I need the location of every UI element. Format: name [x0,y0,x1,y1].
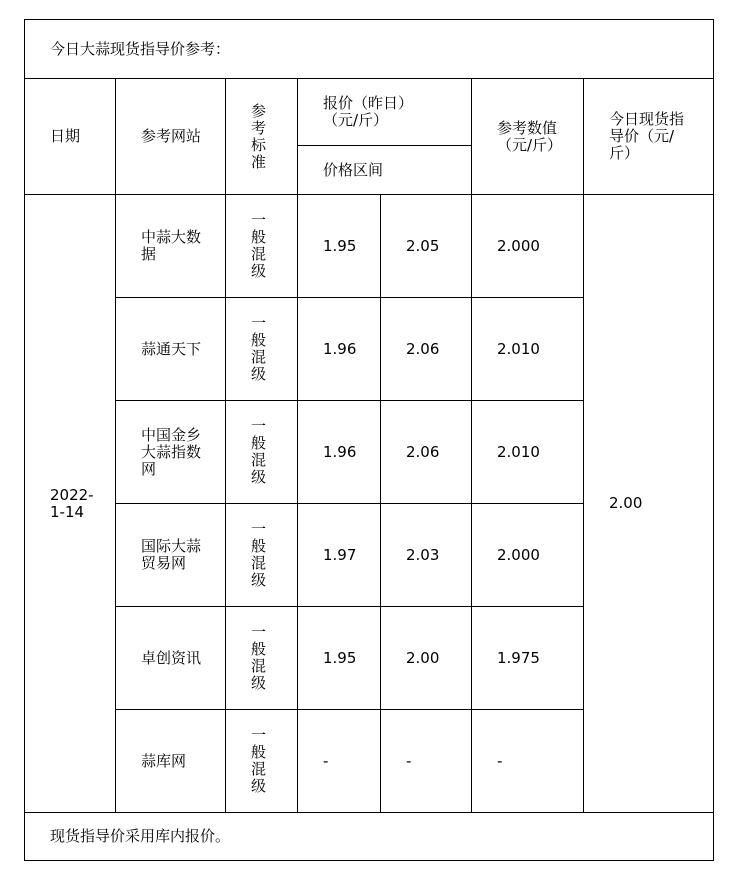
site-cell: 国际大蒜贸易网 [116,504,226,607]
site-cell: 蒜库网 [116,710,226,813]
header-range: 价格区间 [298,146,472,195]
ref-value-cell: - [472,710,584,813]
ref-value-cell: 2.000 [472,195,584,298]
site-cell: 中国金乡大蒜指数网 [116,401,226,504]
header-date: 日期 [25,79,116,195]
header-today-price: 今日现货指导价（元/斤） [584,79,714,195]
high-price-cell: 2.00 [381,607,472,710]
header-quote: 报价（昨日）（元/斤） [298,79,472,146]
standard-cell: 一般混级 [226,298,298,401]
ref-value-cell: 2.010 [472,401,584,504]
standard-cell: 一般混级 [226,607,298,710]
standard-cell: 一般混级 [226,504,298,607]
high-price-cell: 2.03 [381,504,472,607]
low-price-cell: 1.95 [298,607,381,710]
low-price-cell: 1.95 [298,195,381,298]
low-price-cell: 1.97 [298,504,381,607]
ref-value-cell: 1.975 [472,607,584,710]
header-ref-value: 参考数值（元/斤） [472,79,584,195]
site-cell: 蒜通天下 [116,298,226,401]
header-standard: 参考标准 [226,79,298,195]
high-price-cell: 2.06 [381,401,472,504]
low-price-cell: 1.96 [298,401,381,504]
standard-cell: 一般混级 [226,401,298,504]
high-price-cell: 2.05 [381,195,472,298]
low-price-cell: - [298,710,381,813]
table-title: 今日大蒜现货指导价参考： [25,20,714,79]
today-price-cell: 2.00 [584,195,714,813]
ref-value-cell: 2.010 [472,298,584,401]
table-footer-note: 现货指导价采用库内报价。 [25,813,714,861]
price-table [24,19,714,861]
high-price-cell: - [381,710,472,813]
date-cell: 2022-1-14 [25,195,116,813]
header-site: 参考网站 [116,79,226,195]
ref-value-cell: 2.000 [472,504,584,607]
low-price-cell: 1.96 [298,298,381,401]
site-cell: 中蒜大数据 [116,195,226,298]
site-cell: 卓创资讯 [116,607,226,710]
standard-cell: 一般混级 [226,710,298,813]
high-price-cell: 2.06 [381,298,472,401]
standard-cell: 一般混级 [226,195,298,298]
